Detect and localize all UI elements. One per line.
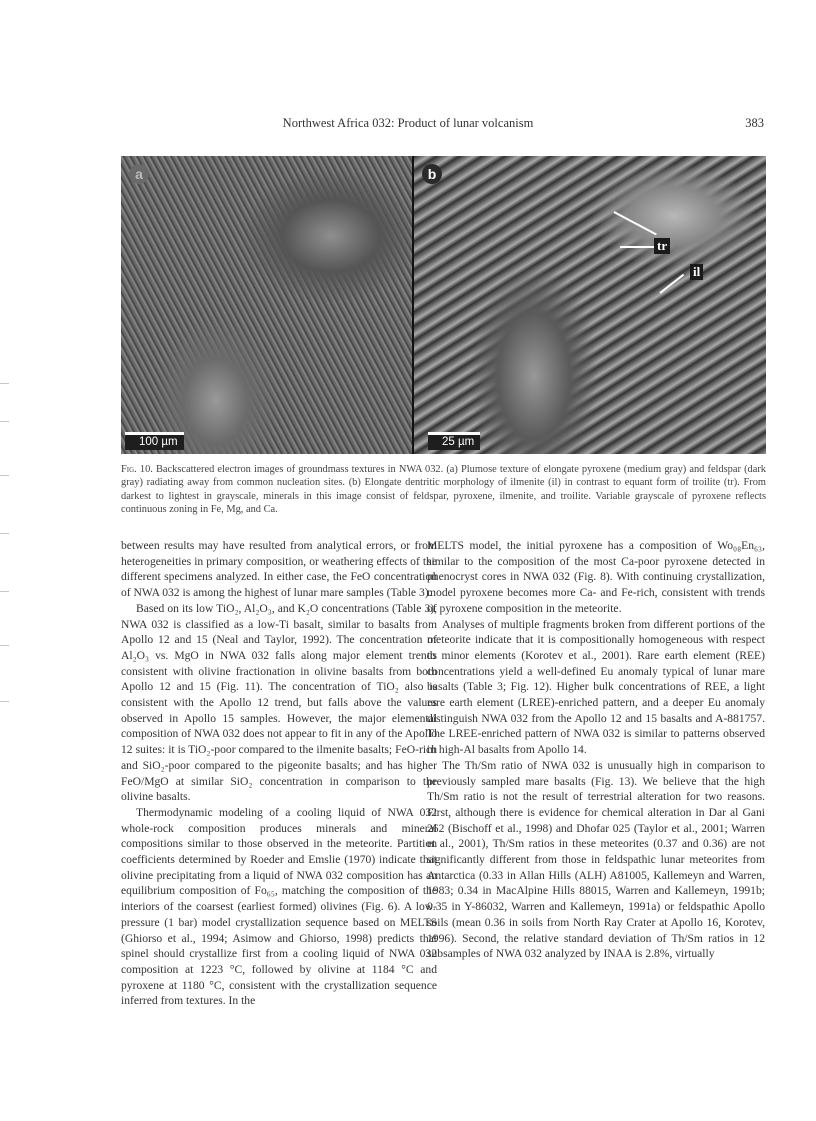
paragraph: Analyses of multiple fragments broken from different portions of the meteorite indicate that it is compositionally homogeneous with respect to minor elements (Korotev et al., 2001). Rare earth element (REE) concentrations yield a well-defined Eu anomaly typical of lunar mare basalts (Table 3; Fig. 12). Higher bulk concentrations of REE, a light rare earth element (LREE)-enriched pattern, and a deeper Eu anomaly distinguish NWA 032 from the Apollo 12 and 15 basalts and A-881757. The LREE-enriched pattern of NWA 032 is similar to patterns observed in high-Al basalts from Apollo 14. — [427, 617, 765, 757]
scan-margin-marks — [0, 383, 10, 703]
paragraph: between results may have resulted from analytical errors, or from heterogeneities in primary composition, or weathering effects of the different specimens analyzed. In either case, the FeO concentration of NWA 032 is among the highest of lunar mare samples (Table 3). — [121, 539, 437, 600]
figure-10 — [121, 156, 766, 454]
paragraph: Based on its low TiO₂, Al₂O₃, and K₂O concentrations (Table 3), NWA 032 is classified as a low-Ti basalt, similar to basalts from Apollo 12 and 15 (Neal and Taylor, 1992). The concentration of Al₂O₃ vs. MgO in NWA 032 falls along major element trends consistent with olivine fractionation in olivine basalts from both Apollo 12 and 15 (Fig. 11). The concentration of TiO₂ also is consistent with the Apollo 12 trend, but falls above the values observed in Apollo 15 samples. However, the major elemental composition of NWA 032 does not appear to fit in any of the Apollo 12 suites: it is TiO₂-poor compared to the ilmenite basalts; FeO-rich and SiO₂-poor compared to the pigeonite basalts; and has higher FeO/MgO at similar SiO₂ concentration in comparison to the olivine basalts. — [121, 601, 437, 804]
paragraph: Thermodynamic modeling of a cooling liquid of NWA 032 whole-rock composition produces minerals and mineral compositions similar to those observed in the meteorite. Partition coefficients determined by Roeder and Emslie (1970) indicate that olivine precipitating from a liquid of NWA 032 composition has an equilibrium composition of Fo₆₅, matching the composition of the interiors of the coarsest (earliest formed) olivines (Fig. 6). A low-pressure (1 bar) model crystallization sequence based on MELTS (Ghiorso et al., 1994; Asimow and Ghiorso, 1998) predicts that spinel should crystallize first from a cooling liquid of NWA 032 composition at 1223 °C, followed by olivine at 1184 °C and pyroxene at 1180 °C, consistent with the crystallization sequence inferred from textures. In the — [121, 805, 437, 1008]
caption-label: Fig. 10. — [121, 464, 153, 475]
paragraph: The Th/Sm ratio of NWA 032 is unusually high in comparison to previously sampled mare basalts (Fig. 13). We believe that the high Th/Sm ratio is not the result of terrestrial alteration for two reasons. First, although there is evidence for chemical alteration in Dar al Gani 262 (Bischoff et al., 1998) and Dhofar 025 (Taylor et al., 2001; Warren et al., 2001), Th/Sm ratios in these meteorites (0.37 and 0.36) are not significantly different from those in feldspathic lunar meteorites from Antarctica (0.33 in Allan Hills (ALH) A81005, Kallemeyn and Warren, 1983; 0.34 in MacAlpine Hills 88015, Warren and Kallemeyn, 1991b; 0.35 in Y-86032, Warren and Kallemeyn, 1991a) or feldspathic Apollo soils (mean 0.36 in soils from North Ray Crater at Apollo 16, Korotev, 1996). Second, the relative standard deviation of Th/Sm ratios in 12 subsamples of NWA 032 analyzed by INAA is 2.8%, virtually — [427, 758, 765, 961]
panel-letter-b: b — [422, 164, 442, 184]
caption-text: Backscattered electron images of groundmass textures in NWA 032. (a) Plumose texture of elongate pyroxene (medium gray) and feldspar (dark gray) radiating away from common nucleation sites. (b) Elongate dentritic morphology of ilmenite (il) in contrast to equant form of troilite (tr). From darkest to lightest in grayscale, minerals in this image consist of feldspar, pyroxene, ilmenite, and troilite. Variable grayscale of pyroxene reflects continuous zoning in Fe, Mg, and Ca. — [121, 464, 766, 515]
right-column — [427, 538, 765, 962]
troilite-pointer-1 — [614, 211, 657, 235]
ilmenite-pointer — [659, 274, 684, 294]
panel-letter-a: a — [129, 164, 149, 184]
micrograph-panel-b — [414, 156, 766, 454]
label-tr: tr — [654, 238, 670, 254]
label-il: il — [690, 264, 703, 280]
paragraph: MELTS model, the initial pyroxene has a composition of Wo₀₈En₆₃, similar to the composition of the most Ca-poor pyroxene detected in phenocryst cores in NWA 032 (Fig. 8). With continuing crystallization, model pyroxene becomes more Ca- and Fe-rich, consistent with trends of pyroxene composition in the meteorite. — [427, 539, 765, 615]
figure-caption — [121, 463, 766, 516]
page-number: 383 — [745, 116, 764, 130]
running-title: Northwest Africa 032: Product of lunar volcanism — [282, 116, 534, 130]
scale-bar-b: 25 µm — [428, 432, 480, 450]
micrograph-panel-a — [121, 156, 412, 454]
left-column — [121, 538, 437, 1009]
scale-bar-a: 100 µm — [125, 432, 184, 450]
